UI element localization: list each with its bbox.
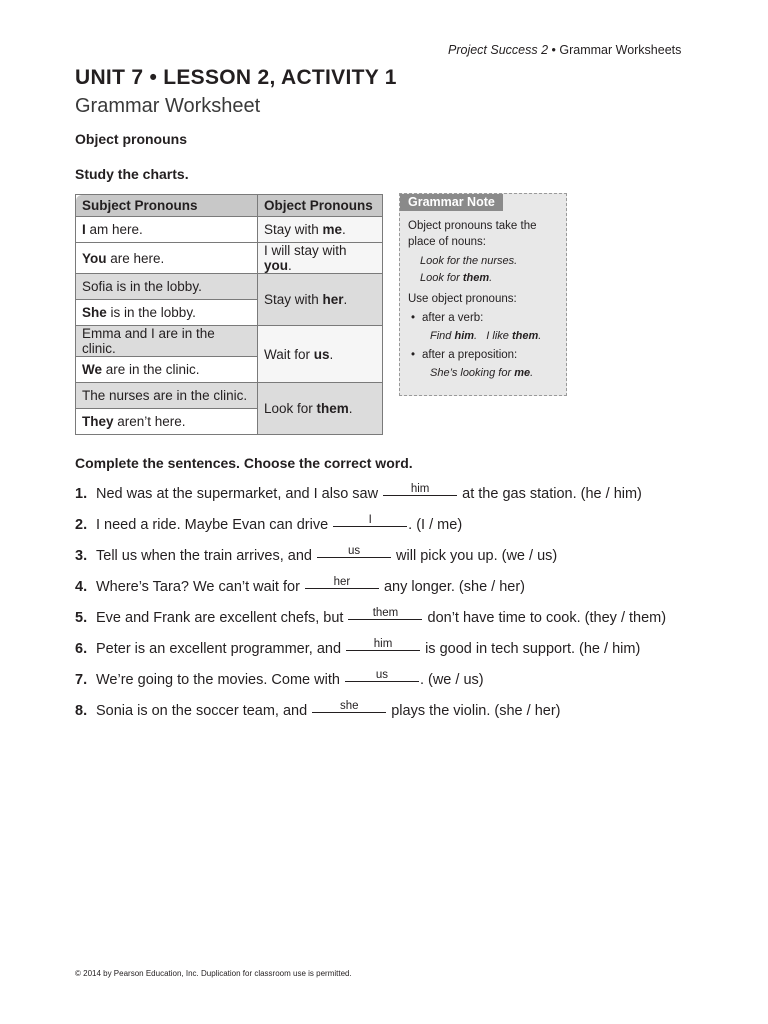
item-number: 7. [75,672,88,688]
item-text-before: Ned was at the supermarket, and I also saw [96,486,383,502]
subject-pronoun: She [82,305,107,320]
item-text-after: is good in tech support. (he / him) [421,641,641,657]
series-subtitle: Grammar Worksheets [559,43,682,57]
subject-cell [76,357,258,383]
subject-text: aren’t here. [113,414,186,429]
item-text-before: I need a ride. Maybe Evan can drive [96,517,333,533]
chart-row [76,274,383,300]
section-heading: Object pronouns [75,131,187,147]
chart-row [76,243,383,274]
note-bullet: • after a preposition: [408,345,560,365]
object-punct: . [342,222,346,237]
chart-row [76,383,383,409]
subject-pronoun: We [82,362,103,377]
answer-blank[interactable]: her [305,576,379,589]
exercise-item [75,577,525,597]
item-text-before: Eve and Frank are excellent chefs, but [96,610,348,626]
subject-text: are here. [106,250,165,266]
exercise-item [75,484,642,504]
object-text: Stay with [264,222,323,237]
note-use: Use object pronouns: [408,293,517,305]
object-pronoun: them [316,401,349,416]
answer-blank[interactable]: us [317,545,391,558]
object-cell [258,326,383,383]
object-text: Stay with [264,292,323,307]
note-example [408,270,560,287]
subject-text: am here. [85,222,143,237]
note-example: Look for the nurses. [420,255,518,267]
grammar-note-tab: Grammar Note [400,194,503,211]
subject-text: Sofia is in the lobby. [82,279,202,294]
grammar-note-body [408,218,560,382]
item-text-before: Where’s Tara? We can’t wait for [96,579,304,595]
copyright-footer: © 2014 by Pearson Education, Inc. Duplication for classroom use is permitted. [75,969,352,978]
item-number: 4. [75,579,88,595]
pronoun-chart [75,194,383,435]
note-example-pronoun: him [454,330,475,342]
exercise-item [75,639,640,659]
exercise-item [75,515,462,535]
note-bullet: • after a verb: [408,308,560,328]
item-text-before: Peter is an excellent programmer, and [96,641,346,657]
subject-text: The nurses are in the clinic. [82,388,248,403]
note-example-text: I like [486,330,512,342]
object-pronoun: us [313,346,330,362]
object-text: Wait for [264,346,314,362]
subject-cell [76,409,258,435]
exercise-item [75,546,557,566]
exercise-instructions: Complete the sentences. Choose the correct word. [75,455,413,471]
item-text-after: . (we / us) [419,672,484,688]
note-example-text: She’s looking for [430,367,515,379]
object-cell [258,217,383,243]
page-title: UNIT 7 • LESSON 2, ACTIVITY 1 [75,66,397,89]
item-text-after: at the gas station. (he / him) [458,486,642,502]
item-text-before: We’re going to the movies. Come with [96,672,344,688]
series-header [448,43,681,57]
subject-cell [76,326,258,357]
item-number: 8. [75,703,88,719]
item-text-after: any longer. (she / her) [379,579,525,595]
object-cell [258,243,383,274]
note-example-text: Look for [420,272,463,284]
object-punct: . [343,292,348,307]
item-text-before: Sonia is on the soccer team, and [96,703,312,719]
exercise-item [75,701,561,721]
series-title: Project Success 2 [448,43,549,57]
series-separator: • [548,43,560,57]
exercise-item [75,670,484,690]
note-example-punct: . [538,330,542,342]
subject-pronoun: I [82,222,86,237]
exercise-item [75,608,666,628]
grammar-note [399,193,567,396]
item-number: 6. [75,641,88,657]
item-number: 5. [75,610,88,626]
object-text: Look for [264,401,317,416]
item-text-before: Tell us when the train arrives, and [96,548,317,564]
answer-blank[interactable]: them [348,607,422,620]
subject-cell [76,300,258,326]
subject-text: are in the clinic. [102,362,200,377]
object-pronoun: you [264,258,289,273]
item-number: 2. [75,517,88,533]
object-punct: . [348,401,353,416]
note-intro: Object pronouns take the place of nouns: [408,220,537,248]
note-example [408,365,560,382]
object-punct: . [288,258,292,273]
page-subtitle: Grammar Worksheet [75,95,261,117]
answer-blank[interactable]: us [345,669,419,682]
answer-blank[interactable]: she [312,700,386,713]
note-example-punct: . [530,367,534,379]
chart-row [76,326,383,357]
object-cell [258,383,383,435]
chart-header-row [76,195,383,217]
note-example-pronoun: them [511,330,539,342]
subject-cell [76,274,258,300]
item-text-after: will pick you up. (we / us) [392,548,558,564]
chart-header-object: Object Pronouns [258,195,383,217]
chart-header-subject: Subject Pronouns [76,195,258,217]
object-text: I will stay with [264,243,347,258]
note-example-punct: . [489,272,493,284]
object-pronoun: me [322,222,343,237]
item-text-after: don’t have time to cook. (they / them) [423,610,667,626]
subject-pronoun: They [82,414,114,429]
item-number: 3. [75,548,88,564]
subject-cell [76,243,258,274]
subject-text: is in the lobby. [106,305,196,320]
note-example-pronoun: me [514,367,531,379]
note-example [408,328,560,345]
item-text-after: plays the violin. (she / her) [387,703,561,719]
object-punct: . [329,346,334,362]
note-example-pronoun: them [462,272,490,284]
chart-row [76,217,383,243]
note-example-text: Find [430,330,455,342]
subject-cell [76,217,258,243]
item-text-after: . (I / me) [408,517,463,533]
answer-blank[interactable]: him [346,638,420,651]
object-pronoun: her [322,292,344,307]
answer-blank[interactable]: him [383,483,457,496]
subject-pronoun: You [82,250,107,266]
answer-blank[interactable]: I [333,514,407,527]
note-example-punct: . [474,330,478,342]
subject-text: Emma and I are in the clinic. [82,326,215,356]
object-cell [258,274,383,326]
item-number: 1. [75,486,88,502]
subject-cell [76,383,258,409]
study-prompt: Study the charts. [75,166,189,182]
